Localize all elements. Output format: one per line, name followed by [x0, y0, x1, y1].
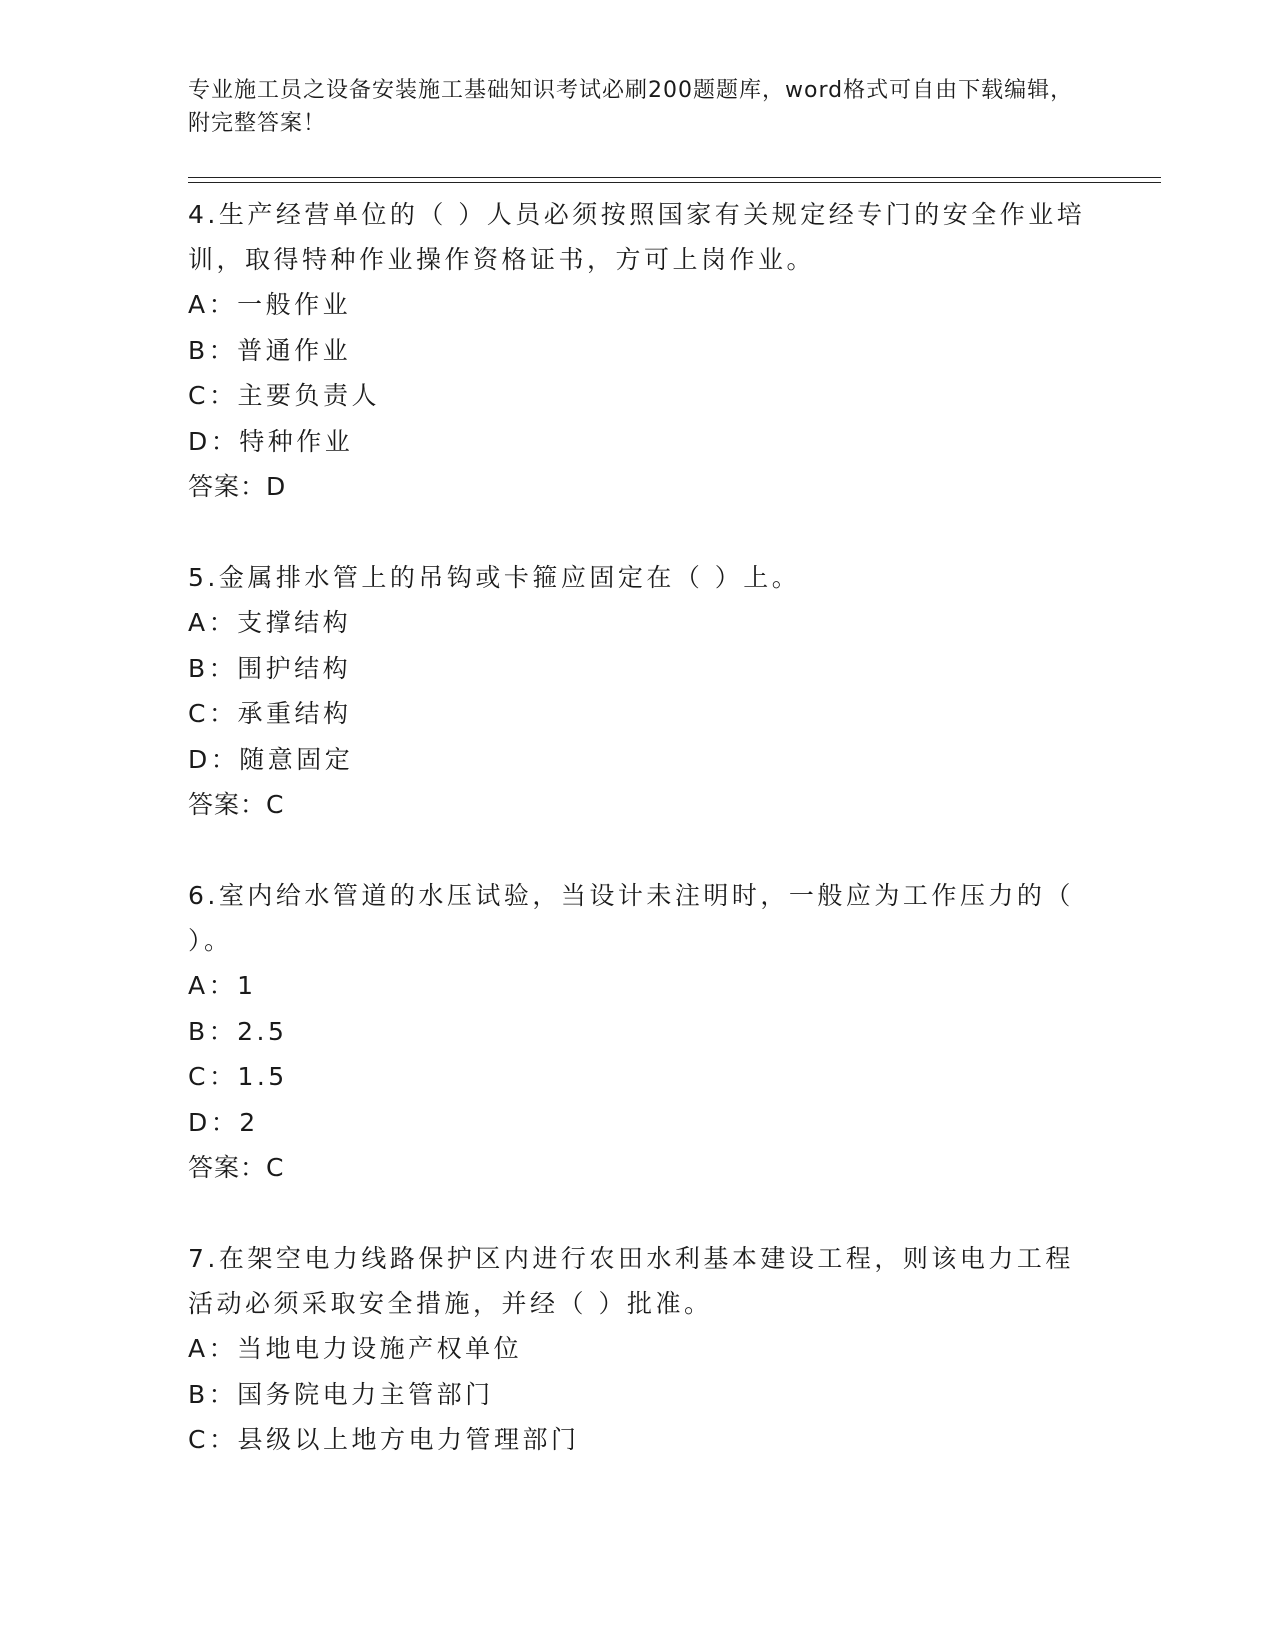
- answer-line: 答案：C: [188, 790, 285, 819]
- option-c: C：主要负责人: [188, 381, 380, 410]
- question-5: [188, 555, 1088, 827]
- option-d: D：随意固定: [188, 744, 354, 774]
- answer-line: 答案：C: [188, 1153, 285, 1182]
- question-text: 5.金属排水管上的吊钩或卡箍应固定在（ ）上。: [188, 563, 801, 592]
- header-divider-bottom: [188, 182, 1161, 183]
- option-a: A：当地电力设施产权单位: [188, 1334, 523, 1363]
- option-d: D：2: [188, 1107, 259, 1137]
- question-list: [188, 192, 1088, 1509]
- question-text: 4.生产经营单位的（ ）人员必须按照国家有关规定经专门的安全作业培训，取得特种作业操作资格证书，方可上岗作业。: [188, 200, 1086, 274]
- option-b: B：普通作业: [188, 335, 352, 365]
- question-7: [188, 1236, 1088, 1463]
- option-b: B：国务院电力主管部门: [188, 1379, 494, 1409]
- question-text: 7.在架空电力线路保护区内进行农田水利基本建设工程，则该电力工程活动必须采取安全措施，并经（ ）批准。: [188, 1244, 1074, 1318]
- answer-line: 答案：D: [188, 472, 287, 501]
- option-b: B：围护结构: [188, 653, 352, 683]
- option-b: B：2.5: [188, 1016, 288, 1046]
- option-c: C：1.5: [188, 1062, 288, 1091]
- option-a: A：支撑结构: [188, 608, 352, 637]
- header-divider-top: [188, 177, 1161, 178]
- question-4: [188, 192, 1088, 509]
- option-c: C：承重结构: [188, 699, 352, 728]
- option-a: A：1: [188, 971, 257, 1000]
- option-d: D：特种作业: [188, 426, 354, 456]
- option-c: C：县级以上地方电力管理部门: [188, 1425, 580, 1454]
- question-6: [188, 873, 1088, 1190]
- option-a: A：一般作业: [188, 290, 352, 319]
- question-text: 6.室内给水管道的水压试验，当设计未注明时，一般应为工作压力的（ ）。: [188, 881, 1074, 955]
- document-header: 专业施工员之设备安装施工基础知识考试必刷200题题库，word格式可自由下载编辑，附完整答案！: [188, 78, 1074, 136]
